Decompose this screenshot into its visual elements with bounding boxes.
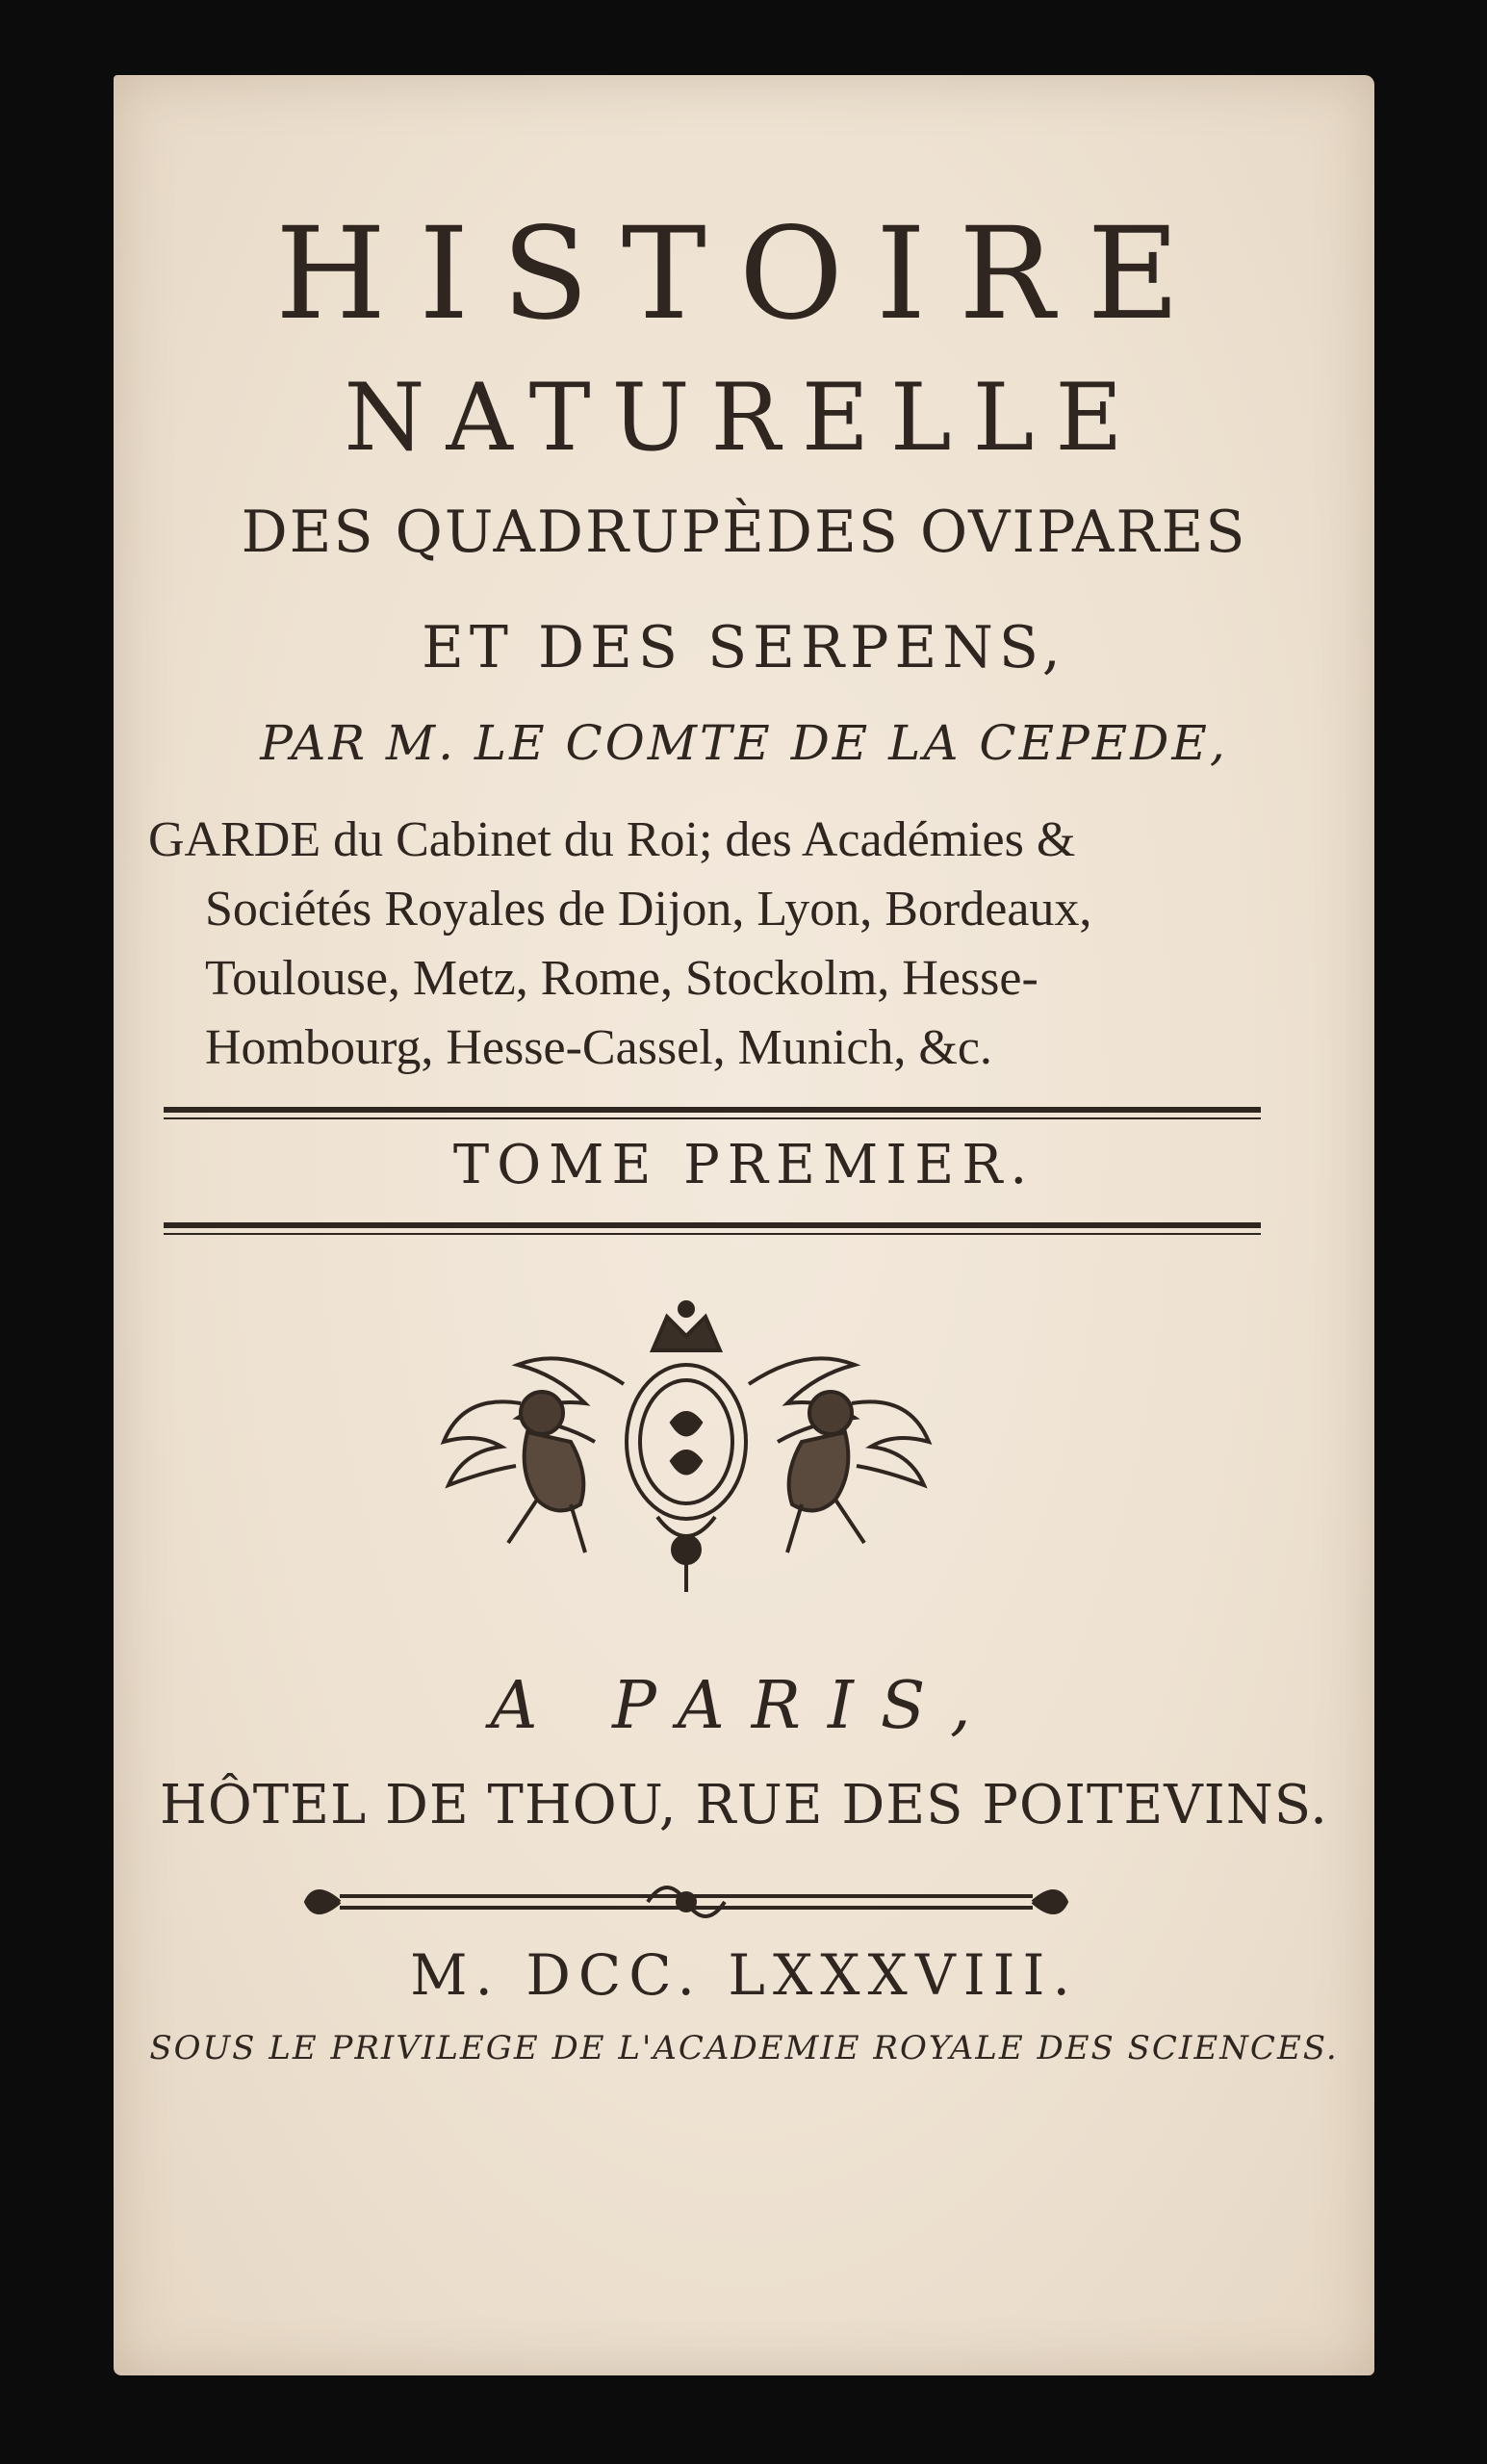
- royal-coat-of-arms-with-cherubs-icon: [436, 1297, 936, 1605]
- volume-label: TOME PREMIER.: [452, 1134, 1036, 1196]
- publisher-address: HÔTEL DE THOU, RUE DES POITEVINS.: [160, 1774, 1328, 1836]
- publication-date: M. DCC. LXXXVIII.: [410, 1942, 1078, 2008]
- double-rule-top: [164, 1107, 1261, 1119]
- title-page: [114, 75, 1374, 2375]
- affiliation-line-2: Sociétés Royales de Dijon, Lyon, Bordeaux,: [205, 882, 1092, 937]
- decorative-scroll-rule-icon: [301, 1873, 1071, 1931]
- title-line-1: HISTOIRE: [275, 200, 1213, 348]
- subtitle-line-1: DES QUADRUPÈDES OVIPARES: [241, 499, 1247, 566]
- place-of-publication: A PARIS,: [490, 1668, 998, 1744]
- title-line-2: NATURELLE: [344, 364, 1144, 472]
- author-line: PAR M. LE COMTE DE LA CEPEDE,: [260, 715, 1228, 771]
- privilege-statement: SOUS LE PRIVILEGE DE L'ACADEMIE ROYALE DES SCIENCES.: [149, 2029, 1339, 2067]
- affiliation-line-4: Hombourg, Hesse-Cassel, Munich, &c.: [205, 1020, 992, 1075]
- subtitle-line-2: ET DES SERPENS,: [422, 614, 1066, 681]
- affiliation-line-1: GARDE du Cabinet du Roi; des Académies &: [148, 812, 1076, 867]
- affiliation-line-3: Toulouse, Metz, Rome, Stockolm, Hesse-: [205, 951, 1038, 1006]
- double-rule-bottom: [164, 1222, 1261, 1235]
